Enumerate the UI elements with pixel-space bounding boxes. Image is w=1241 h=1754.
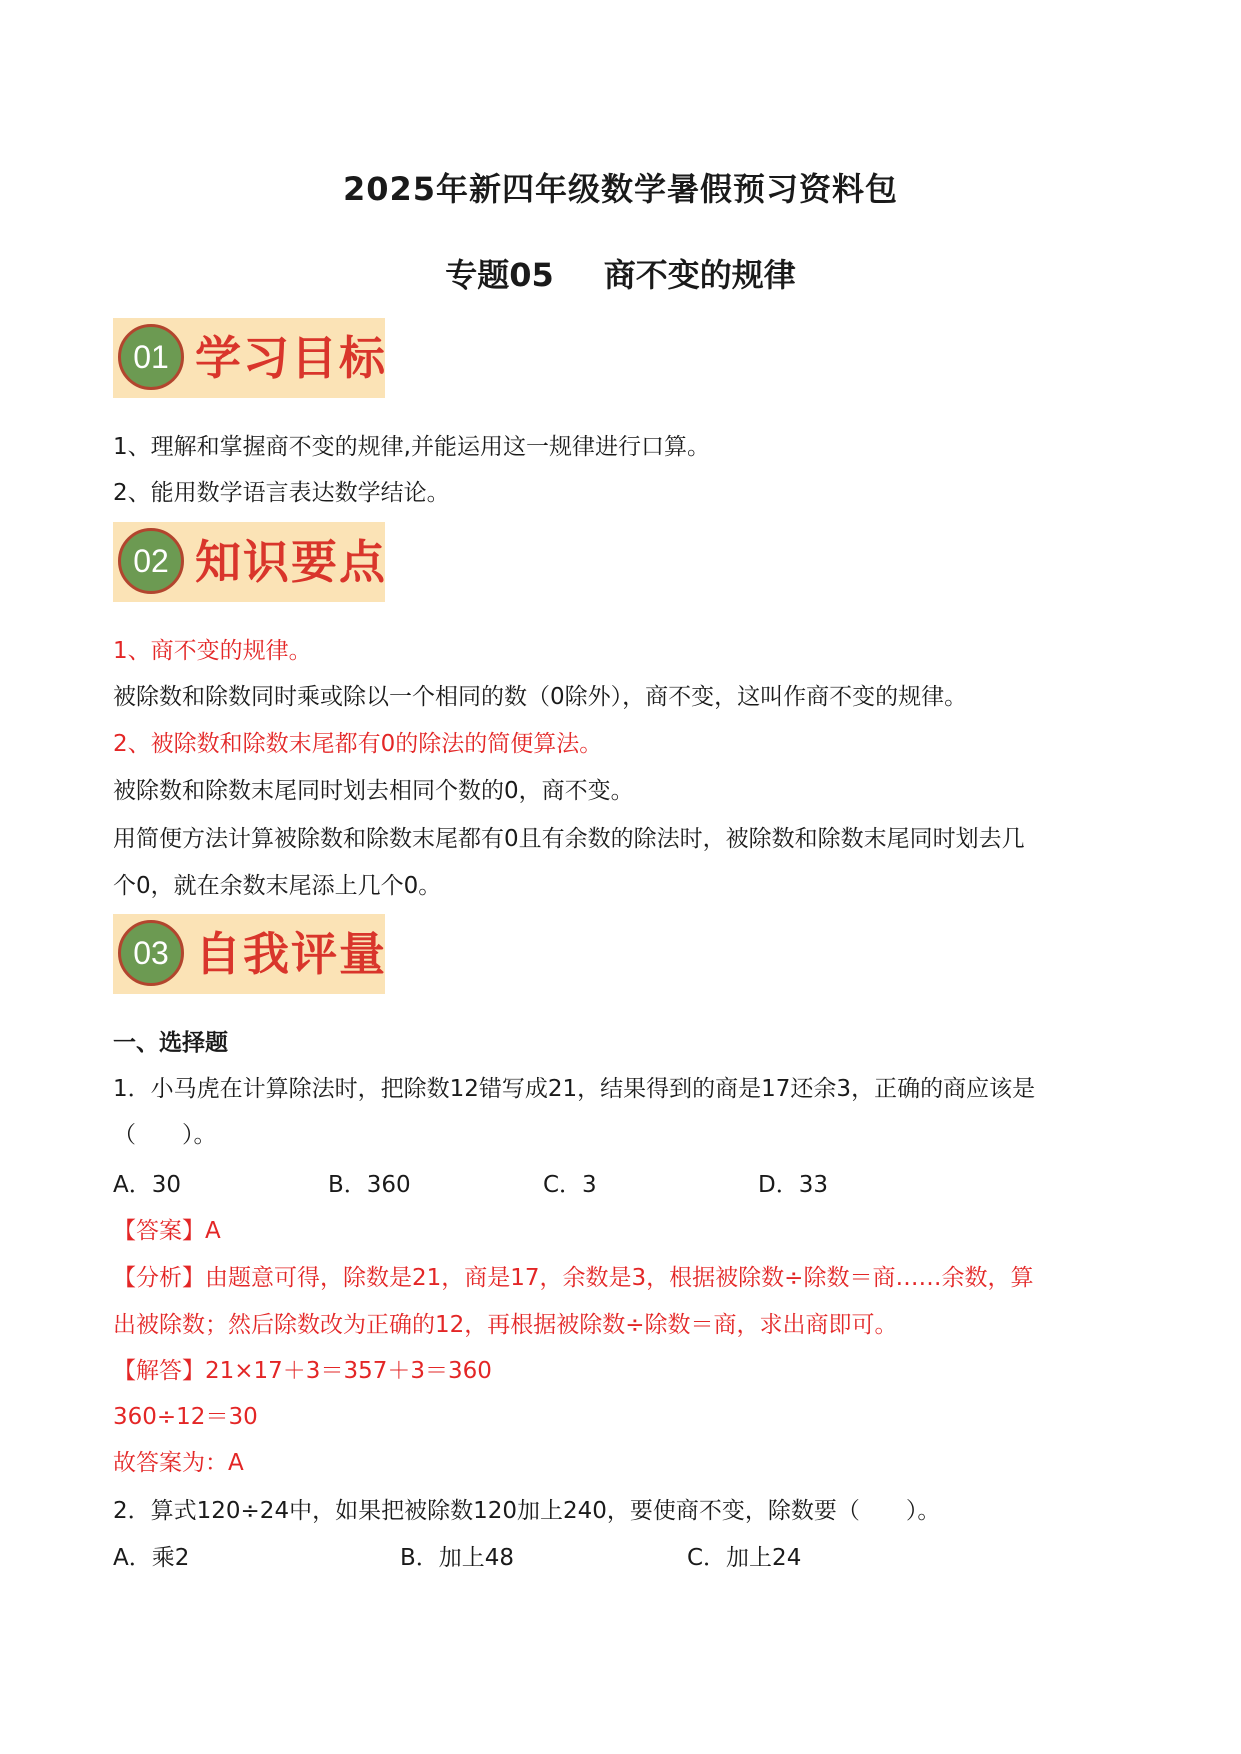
subtitle-name: 商不变的规律: [603, 256, 796, 294]
question-stem: （ ）。: [113, 1122, 217, 1148]
option-d: D．33: [758, 1172, 828, 1198]
solution-line: 【解答】21×17＋3＝357＋3＝360: [113, 1358, 492, 1384]
knowledge-point-text: 被除数和除数同时乘或除以一个相同的数（0除外），商不变，这叫作商不变的规律。: [113, 684, 968, 710]
solution-line: 360÷12＝30: [113, 1404, 258, 1430]
option-b: B．360: [328, 1172, 411, 1198]
option-a: A．30: [113, 1172, 182, 1198]
option-c: C．加上24: [687, 1545, 802, 1571]
analysis-line: 【分析】由题意可得，除数是21，商是17，余数是3，根据被除数÷除数＝商……余数，算: [113, 1265, 1034, 1291]
section-label: 知识要点: [195, 535, 387, 589]
knowledge-point-text: 用简便方法计算被除数和除数末尾都有0且有余数的除法时，被除数和除数末尾同时划去几: [113, 826, 1025, 852]
section-label: 自我评量: [195, 927, 387, 981]
knowledge-point-text: 个0，就在余数末尾添上几个0。: [113, 873, 442, 899]
question-stem: 2．算式120÷24中，如果把被除数120加上240，要使商不变，除数要（ ）。: [113, 1498, 941, 1524]
document-subtitle: [0, 250, 1241, 296]
analysis-line: 出被除数；然后除数改为正确的12，再根据被除数÷除数＝商，求出商即可。: [113, 1312, 898, 1338]
section-badge-knowledge: [113, 522, 385, 602]
question-stem: 1．小马虎在计算除法时，把除数12错写成21，结果得到的商是17还余3，正确的商应该是: [113, 1076, 1036, 1102]
section-number-circle: 03: [118, 920, 184, 986]
answer-line: 【答案】A: [113, 1218, 221, 1244]
option-c: C．3: [543, 1172, 597, 1198]
goal-item: 1、理解和掌握商不变的规律,并能运用这一规律进行口算。: [113, 434, 710, 460]
knowledge-point-text: 被除数和除数末尾同时划去相同个数的0，商不变。: [113, 778, 634, 804]
section-number-circle: 02: [118, 528, 184, 594]
exercise-heading: 一、选择题: [113, 1030, 228, 1056]
section-number-circle: 01: [118, 324, 184, 390]
subtitle-topic: 专题05: [445, 256, 554, 294]
document-title: 2025年新四年级数学暑假预习资料包: [342, 170, 899, 208]
section-badge-goals: [113, 318, 385, 398]
section-badge-self-assessment: [113, 914, 385, 994]
option-b: B．加上48: [400, 1545, 515, 1571]
knowledge-point-title: 2、被除数和除数末尾都有0的除法的简便算法。: [113, 731, 603, 757]
option-a: A．乘2: [113, 1545, 190, 1571]
goal-item: 2、能用数学语言表达数学结论。: [113, 480, 450, 506]
knowledge-point-title: 1、商不变的规律。: [113, 638, 312, 664]
section-label: 学习目标: [195, 331, 387, 385]
solution-line: 故答案为：A: [113, 1450, 244, 1476]
